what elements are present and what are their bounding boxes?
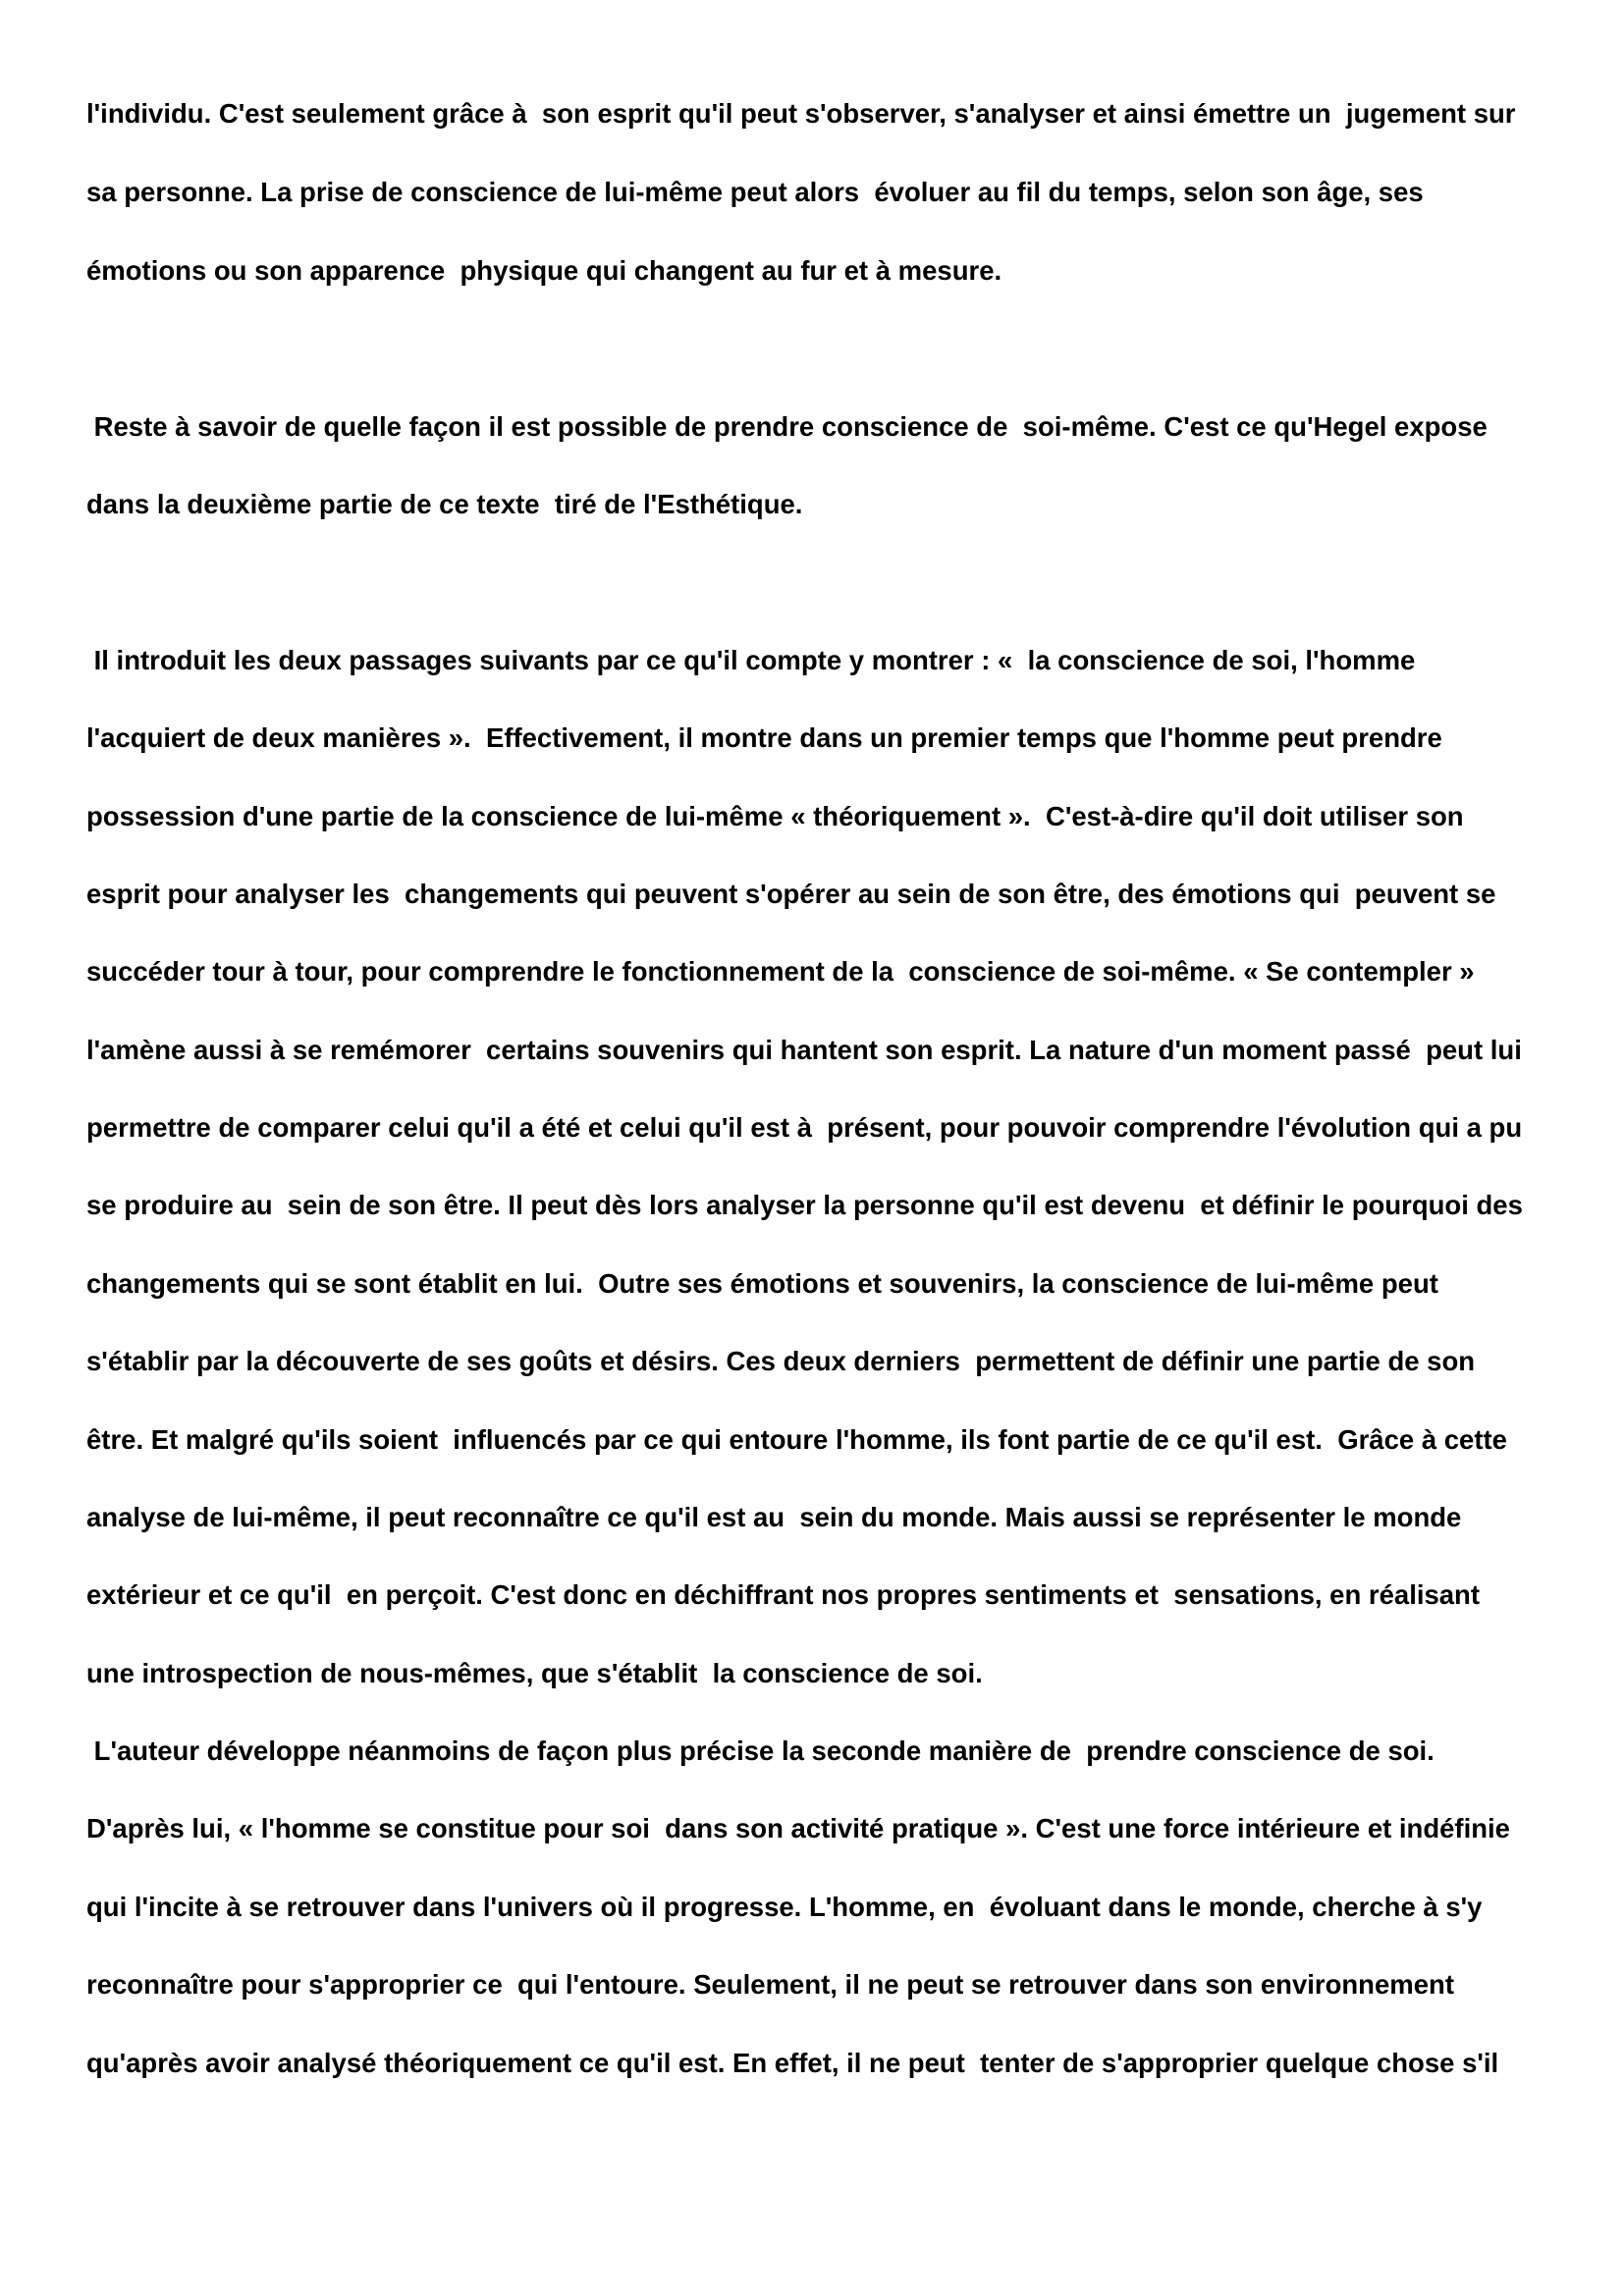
text-line: dans la deuxième partie de ce texte tiré de l'Esthétique. xyxy=(86,489,803,519)
text-line: l'amène aussi à se remémorer certains souvenirs qui hantent son esprit. La nature d'un moment passé peut lui xyxy=(86,1035,1522,1065)
text-line: émotions ou son apparence physique qui changent au fur et à mesure. xyxy=(86,255,1002,286)
text-line: sa personne. La prise de conscience de lui-même peut alors évoluer au fil du temps, selon son âge, ses xyxy=(86,177,1424,207)
text-line: se produire au sein de son être. Il peut dès lors analyser la personne qu'il est devenu et définir le pourquoi des xyxy=(86,1190,1523,1220)
text-line: succéder tour à tour, pour comprendre le fonctionnement de la conscience de soi-même. « Se contempler » xyxy=(86,956,1475,987)
text-line: être. Et malgré qu'ils soient influencés par ce qui entoure l'homme, ils font partie de ce qu'il est. Grâce à cette xyxy=(86,1424,1507,1455)
text-line: changements qui se sont établit en lui. Outre ses émotions et souvenirs, la conscience de lui-même peut xyxy=(86,1268,1438,1299)
text-line: une introspection de nous-mêmes, que s'établit la conscience de soi. xyxy=(86,1658,983,1688)
text-line: l'individu. C'est seulement grâce à son esprit qu'il peut s'observer, s'analyser et ainsi émettre un jugement sur xyxy=(86,98,1516,129)
text-line: extérieur et ce qu'il en perçoit. C'est donc en déchiffrant nos propres sentiments et sensations, en réalisant xyxy=(86,1579,1481,1610)
text-line: analyse de lui-même, il peut reconnaître ce qu'il est au sein du monde. Mais aussi se représenter le monde xyxy=(86,1502,1462,1532)
text-line: L'auteur développe néanmoins de façon plus précise la seconde manière de prendre conscience de soi. xyxy=(86,1735,1435,1766)
text-line: possession d'une partie de la conscience de lui-même « théoriquement ». C'est-à-dire qu'il doit utiliser son xyxy=(86,801,1464,831)
text-line: qu'après avoir analysé théoriquement ce qu'il est. En effet, il ne peut tenter de s'approprier quelque chose s'il xyxy=(86,2048,1499,2078)
text-line: D'après lui, « l'homme se constitue pour soi dans son activité pratique ». C'est une force intérieure et indéfinie xyxy=(86,1813,1510,1843)
text-line: qui l'incite à se retrouver dans l'univers où il progresse. L'homme, en évoluant dans le monde, cherche à s'y xyxy=(86,1892,1483,1922)
text-line: reconnaître pour s'approprier ce qui l'entoure. Seulement, il ne peut se retrouver dans son environnement xyxy=(86,1969,1454,2000)
text-line: s'établir par la découverte de ses goûts et désirs. Ces deux derniers permettent de définir une partie de son xyxy=(86,1346,1476,1376)
text-line: l'acquiert de deux manières ». Effectivement, il montre dans un premier temps que l'homme peut prendre xyxy=(86,722,1442,753)
text-line: Il introduit les deux passages suivants par ce qu'il compte y montrer : « la conscience de soi, l'homme xyxy=(86,645,1416,675)
text-line: permettre de comparer celui qu'il a été et celui qu'il est à présent, pour pouvoir comprendre l'évolution qui a pu xyxy=(86,1112,1523,1143)
text-line: esprit pour analyser les changements qui peuvent s'opérer au sein de son être, des émotions qui peuvent se xyxy=(86,879,1496,909)
text-line: Reste à savoir de quelle façon il est possible de prendre conscience de soi-même. C'est ce qu'Hegel expose xyxy=(86,411,1488,442)
